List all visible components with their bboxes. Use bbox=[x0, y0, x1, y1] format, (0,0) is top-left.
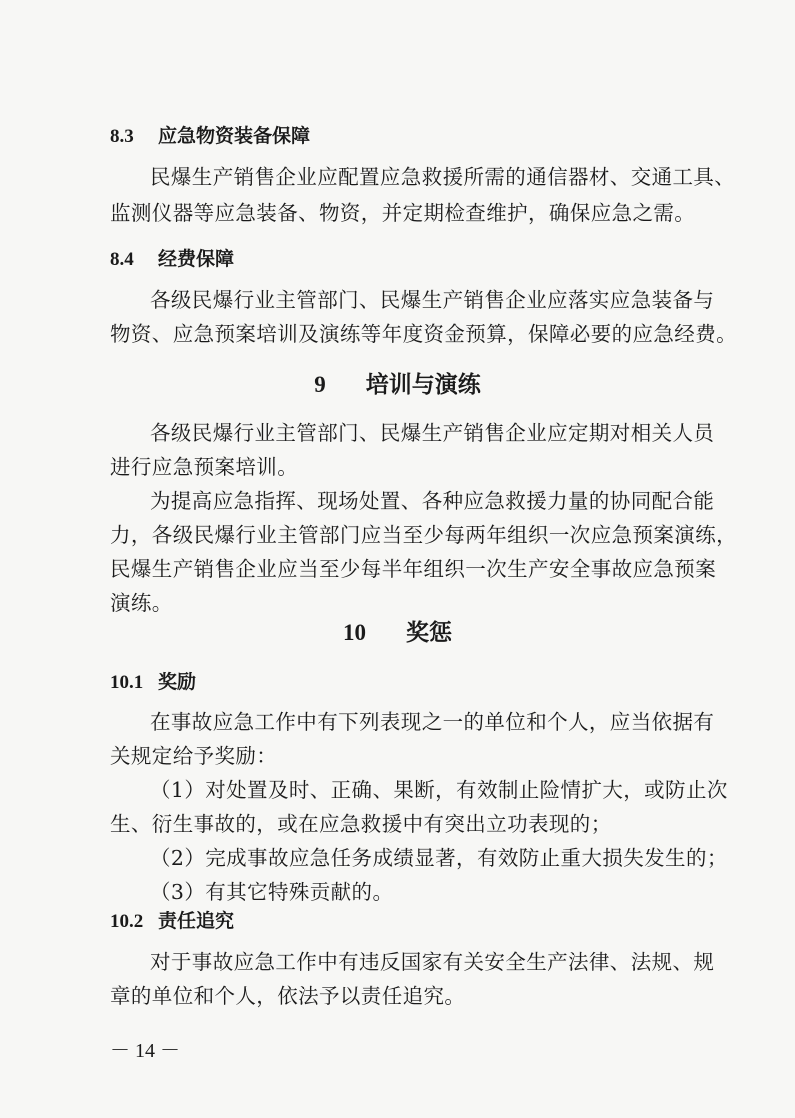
paragraph-line: 关规定给予奖励： bbox=[110, 744, 278, 768]
page-number: － 14 － bbox=[110, 1040, 180, 1062]
section-10-1-heading bbox=[110, 667, 196, 694]
list-item-1: （1）对处置及时、正确、果断，有效制止险情扩大，或防止次 bbox=[150, 778, 728, 802]
paragraph-line: 章的单位和个人，依法予以责任追究。 bbox=[110, 984, 466, 1008]
paragraph-line: 进行应急预案培训。 bbox=[110, 455, 299, 479]
section-number: 8.3 bbox=[110, 126, 134, 147]
list-item-3: （3）有其它特殊贡献的。 bbox=[150, 880, 394, 904]
chapter-9-heading bbox=[0, 366, 795, 399]
chapter-title: 培训与演练 bbox=[365, 372, 481, 398]
section-number: 10.1 bbox=[110, 672, 144, 693]
section-number: 8.4 bbox=[110, 249, 134, 270]
paragraph-line: 在事故应急工作中有下列表现之一的单位和个人，应当依据有 bbox=[150, 710, 715, 734]
section-8-4-heading bbox=[110, 244, 234, 271]
section-8-3-heading bbox=[110, 121, 310, 148]
section-title: 经费保障 bbox=[158, 248, 235, 270]
paragraph-line: 民爆生产销售企业应当至少每半年组织一次生产安全事故应急预案 bbox=[110, 557, 717, 581]
chapter-title: 奖惩 bbox=[406, 620, 452, 646]
section-title: 应急物资装备保障 bbox=[158, 125, 311, 147]
section-title: 奖励 bbox=[158, 671, 197, 693]
paragraph-line: 各级民爆行业主管部门、民爆生产销售企业应定期对相关人员 bbox=[150, 421, 715, 445]
section-number: 10.2 bbox=[110, 911, 144, 932]
section-title: 责任追究 bbox=[158, 910, 235, 932]
chapter-number: 10 bbox=[343, 620, 366, 645]
paragraph-line: 力，各级民爆行业主管部门应当至少每两年组织一次应急预案演练， bbox=[110, 523, 737, 547]
paragraph-line: 监测仪器等应急装备、物资，并定期检查维护，确保应急之需。 bbox=[110, 201, 696, 225]
chapter-10-heading bbox=[0, 614, 795, 647]
paragraph-line: 民爆生产销售企业应配置应急救援所需的通信器材、交通工具、 bbox=[150, 165, 736, 189]
chapter-number: 9 bbox=[314, 372, 326, 397]
paragraph-line: 演练。 bbox=[110, 591, 173, 615]
paragraph-line: 各级民爆行业主管部门、民爆生产销售企业应落实应急装备与 bbox=[150, 288, 715, 312]
paragraph-line: 为提高应急指挥、现场处置、各种应急救援力量的协同配合能 bbox=[150, 489, 715, 513]
section-10-2-heading bbox=[110, 906, 234, 933]
paragraph-line: 对于事故应急工作中有违反国家有关安全生产法律、法规、规 bbox=[150, 950, 715, 974]
paragraph-line: 物资、应急预案培训及演练等年度资金预算，保障必要的应急经费。 bbox=[110, 322, 737, 346]
list-item-1-cont: 生、衍生事故的，或在应急救援中有突出立功表现的； bbox=[110, 812, 612, 836]
list-item-2: （2）完成事故应急任务成绩显著，有效防止重大损失发生的； bbox=[150, 846, 728, 870]
